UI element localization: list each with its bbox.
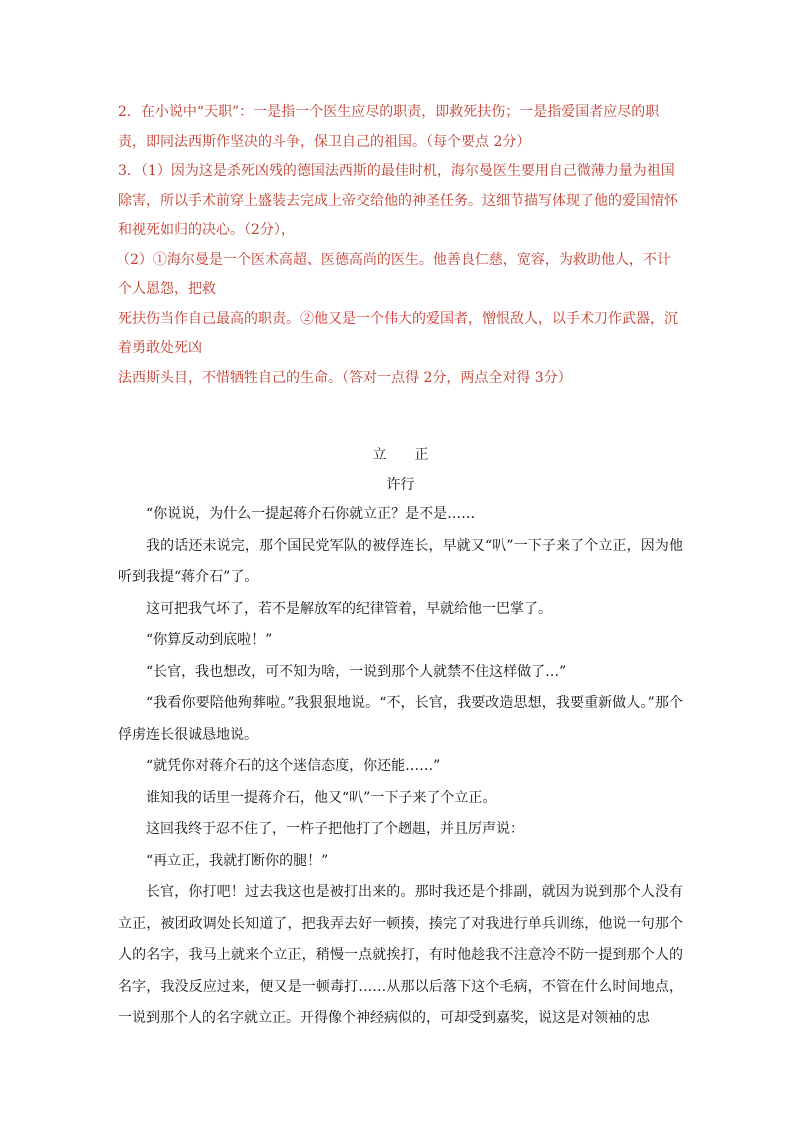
answer-3-line-2: 除害，所以手术前穿上盛装去完成上帝交给他的神圣任务。这细节描写体现了他的爱国情怀 <box>118 192 678 209</box>
answer-3b-line-4: 着勇敢处死凶 <box>118 340 202 356</box>
answer-2-line-1: 2．在小说中“天职”：一是指一个医生应尽的职责，即救死扶伤；一是指爱国者应尽的职 <box>118 104 660 120</box>
story-title-char-2: 正 <box>414 447 429 463</box>
story-author: 许行 <box>386 477 415 493</box>
story-paragraph: 这回我终于忍不住了，一杵子把他打了个趔趄，并且厉声说： <box>146 821 524 837</box>
story-paragraph: “你说说，为什么一提起蒋介石你就立正？是不是…… <box>146 506 476 522</box>
answer-3b-highlight: ②他又是一个伟大的爱国者 <box>300 310 468 327</box>
answer-3-line-1: 3．（1）因为这是杀死凶残的德国法西斯的最佳时机，海尔曼医生要用自己微薄力量为祖国 <box>118 163 675 179</box>
story-section <box>118 440 683 1035</box>
story-title <box>118 440 683 471</box>
story-paragraph: 我的话还未说完，那个国民党军队的被俘连长，早就又“叭”一下子来了个立正，因为他听到我提“蒋介石”了。 <box>118 537 683 585</box>
story-paragraph: “再立正，我就打断你的腿！” <box>146 852 329 869</box>
story-paragraph: “长官，我也想改，可不知为啥，一说到那个人就禁不住这样做了…” <box>146 663 567 680</box>
story-paragraph: “你算反动到底啦！” <box>146 632 273 648</box>
story-paragraph: 谁知我的话里一提蒋介石，他又“叭”一下子来了个立正。 <box>146 789 497 806</box>
answer-3b-line-3-part-a: 死扶伤当作自己最高的职责。 <box>118 310 300 327</box>
answer-3b-line-3-part-c: ，憎恨敌人，以手术刀作武器，沉 <box>468 310 678 327</box>
answer-key-section <box>118 98 683 393</box>
answer-2-line-2: 责，即同法西斯作坚决的斗争，保卫自己的祖国。（每个要点 2分） <box>118 133 531 150</box>
story-paragraph: “我看你要陪他殉葬啦。”我狠狠地说。“不，长官，我要改造思想，我要重新做人。”那个俘虏连长很诚恳地说。 <box>118 695 683 743</box>
answer-3b-line-5: 法西斯头目，不惜牺牲自己的生命。（答对一点得 2分，两点全对得 3分） <box>118 369 572 386</box>
story-paragraph: 长官，你打吧！过去我这也是被打出来的。那时我还是个排副，就因为说到那个人没有立正，被团政调处长知道了，把我弄去好一顿揍，揍完了对我进行单兵训练，他说一句那个人的名字，我马上就来个立正，稍慢一点就挨打，有时他趁我不注意冷不防一提到那个人的名字，我没反应过来，便又是一顿毒打……从那以后落下这个毛病，不管在什么时间地点，一说到那个人的名字就立正。开得像个神经病似的，可却受到嘉奖，说这是对领袖的忠 <box>118 884 683 1026</box>
story-paragraph: “就凭你对蒋介石的这个迷信态度，你还能……” <box>146 758 441 774</box>
answer-3b-line-2: 个人恩怨，把救 <box>118 281 216 297</box>
story-title-char-1: 立 <box>372 447 387 463</box>
answer-3b-line-1: （2）①海尔曼是一个医术高超、医德高尚的医生。他善良仁慈，宽容，为救助他人，不计 <box>116 251 671 268</box>
answer-3-line-3: 和视死如归的决心。（2分）， <box>118 222 295 238</box>
answer-3b-line-3 <box>118 305 683 335</box>
story-paragraph: 这可把我气坏了，若不是解放军的纪律管着，早就给他一巴掌了。 <box>146 600 552 617</box>
